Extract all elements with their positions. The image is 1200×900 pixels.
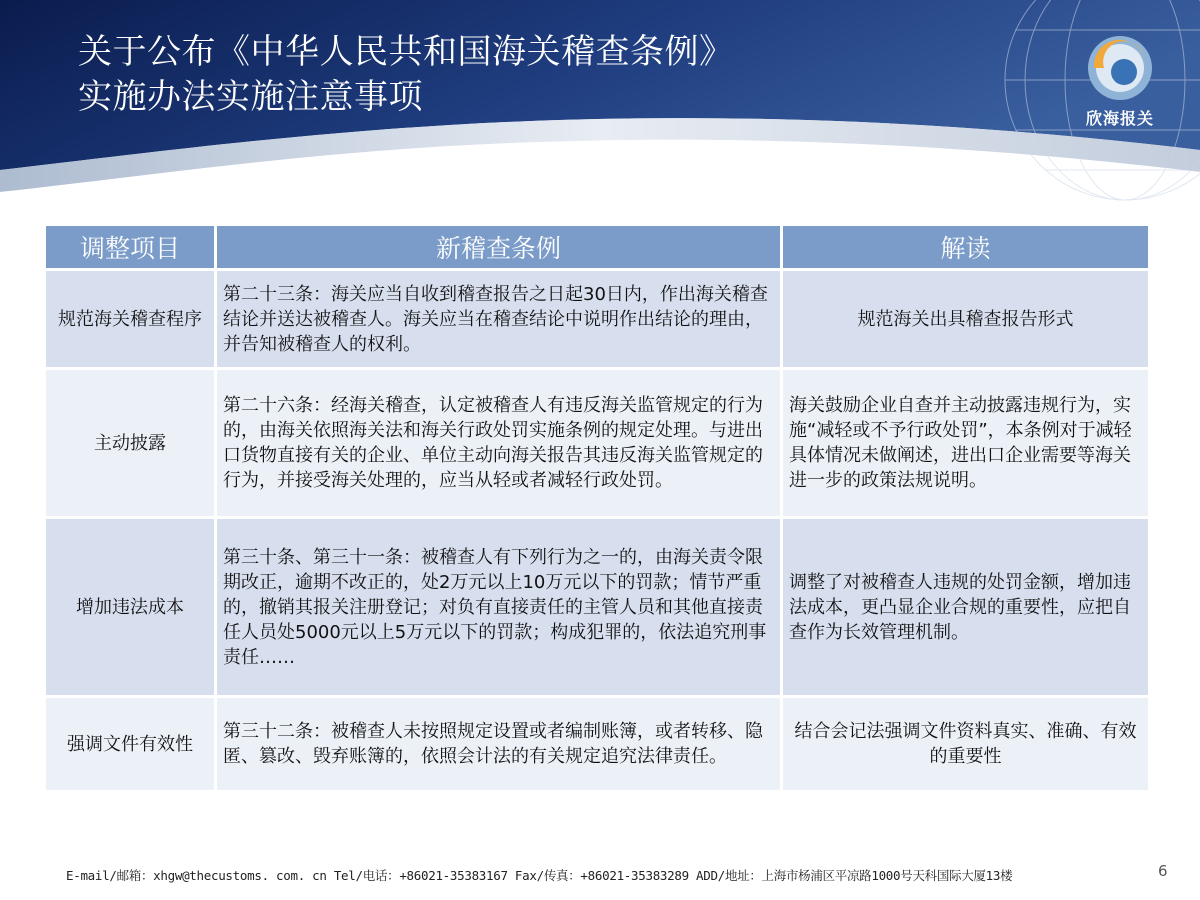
row-item: 规范海关稽查程序 <box>46 271 214 367</box>
row-interpretation: 调整了对被稽查人违规的处罚金额，增加违法成本，更凸显企业合规的重要性，应把自查作为长效管理机制。 <box>783 519 1148 695</box>
regulation-table <box>43 223 1151 793</box>
logo-text: 欣海报关 <box>1086 109 1155 128</box>
row-interpretation: 海关鼓励企业自查并主动披露违规行为，实施“减轻或不予行政处罚”，本条例对于减轻具体情况未做阐述，进出口企业需要等海关进一步的政策法规说明。 <box>783 370 1148 516</box>
column-header-rule: 新稽查条例 <box>217 226 780 268</box>
table-row <box>46 519 1148 695</box>
table-row <box>46 370 1148 516</box>
column-header-interpretation: 解读 <box>783 226 1148 268</box>
row-rule: 第三十条、第三十一条：被稽查人有下列行为之一的，由海关责令限期改正，逾期不改正的，处2万元以上10万元以下的罚款；情节严重的，撤销其报关注册登记；对负有直接责任的主管人员和其他直接责任人员处5000元以上5万元以下的罚款；构成犯罪的，依法追究刑事责任…… <box>217 519 780 695</box>
row-item: 强调文件有效性 <box>46 698 214 790</box>
row-rule: 第二十三条：海关应当自收到稽查报告之日起30日内，作出海关稽查结论并送达被稽查人。海关应当在稽查结论中说明作出结论的理由，并告知被稽查人的权利。 <box>217 271 780 367</box>
table-header-row <box>46 226 1148 268</box>
row-rule: 第三十二条：被稽查人未按照规定设置或者编制账簿，或者转移、隐匿、篡改、毁弃账簿的，依照会计法的有关规定追究法律责任。 <box>217 698 780 790</box>
column-header-item: 调整项目 <box>46 226 214 268</box>
row-interpretation: 结合会记法强调文件资料真实、准确、有效的重要性 <box>783 698 1148 790</box>
row-rule: 第二十六条：经海关稽查，认定被稽查人有违反海关监管规定的行为的，由海关依照海关法和海关行政处罚实施条例的规定处理。与进出口货物直接有关的企业、单位主动向海关报告其违反海关监管规定的行为，并接受海关处理的，应当从轻或者减轻行政处罚。 <box>217 370 780 516</box>
slide-header <box>0 0 1200 215</box>
row-item: 增加违法成本 <box>46 519 214 695</box>
row-interpretation: 规范海关出具稽查报告形式 <box>783 271 1148 367</box>
page-title <box>78 30 734 120</box>
title-line-2: 实施办法实施注意事项 <box>78 77 423 117</box>
page-number: 6 <box>1158 862 1168 880</box>
table-row <box>46 698 1148 790</box>
row-item: 主动披露 <box>46 370 214 516</box>
table-row <box>46 271 1148 367</box>
footer-contact: E-mail/邮箱：xhgw@thecustoms. com. cn Tel/电话：+86021-35383167 Fax/传真：+86021-35383289 ADD/地址：上海市杨浦区平凉路1000号天科国际大厦13楼 <box>66 868 1013 883</box>
title-line-1: 关于公布《中华人民共和国海关稽查条例》 <box>78 32 734 72</box>
